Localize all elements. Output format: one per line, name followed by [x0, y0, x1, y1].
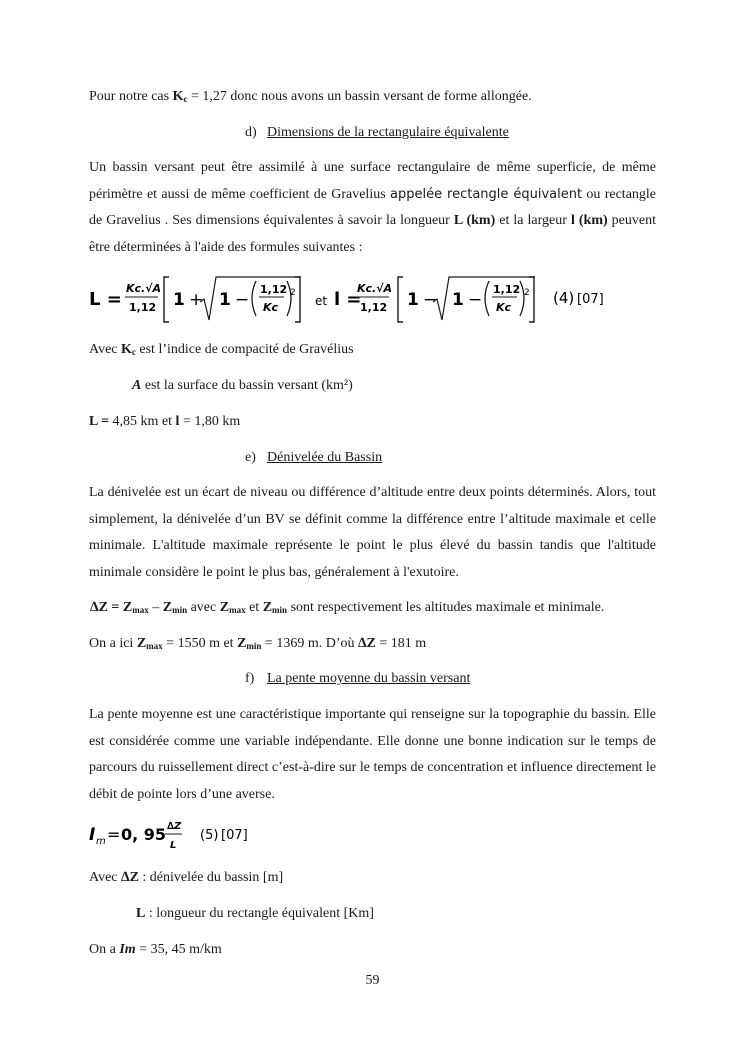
- svg-text:−: −: [423, 290, 438, 310]
- svg-text:m: m: [96, 836, 106, 847]
- dz-definition: Avec ∆Z : dénivelée du bassin [m]: [89, 870, 284, 885]
- dimensions-result: L = 4,85 km et l = 1,80 km: [89, 414, 241, 429]
- formula-L-numerator: Kc.√A: [126, 282, 162, 295]
- kc-definition: Avec $K_c$ est l’indice de compacité de Gravélius: [89, 342, 354, 357]
- section-heading-f: f) La pente moyenne du bassin versant: [245, 671, 471, 686]
- area-definition: A est la surface du bassin versant (km²): [132, 378, 353, 393]
- svg-text:[07]: [07]: [221, 828, 248, 843]
- svg-text:Kc.√A: Kc.√A: [357, 282, 393, 295]
- svg-text:0, 95: 0, 95: [121, 825, 167, 844]
- svg-text:et: et: [315, 294, 328, 308]
- svg-text:2: 2: [290, 288, 296, 298]
- svg-text:1: 1: [452, 290, 464, 310]
- paragraph-pente-moyenne: La pente moyenne est une caractéristique importante qui renseigne sur la topographie du bassin. Elle est considérée comme une variable indépendante. Elle donne une bonne indication sur le temps de parcours du ruissellement direct c’est-à-dire sur le temps de concentration et influence directement le débit de pointe lors d’une averse.: [89, 707, 656, 802]
- page-number: 59: [365, 973, 380, 988]
- equation-number-4: (4): [553, 289, 575, 307]
- formula-rectangle-dimensions: [85, 272, 605, 328]
- formula-L-lhs: L =: [89, 289, 122, 310]
- svg-text:+: +: [189, 290, 204, 310]
- svg-text:1: 1: [407, 290, 419, 310]
- denivelee-values: On a ici $Z_{max} = 1550$ m et $Z_{min} = 1369$ m. D’où ∆Z = 181 m: [89, 636, 427, 651]
- length-definition: L : longueur du rectangle équivalent [Km]: [136, 906, 374, 921]
- svg-text:=: =: [107, 825, 121, 844]
- svg-text:L: L: [170, 840, 177, 851]
- svg-text:1: 1: [219, 290, 231, 310]
- svg-text:1,12: 1,12: [260, 283, 288, 296]
- mean-slope-value: On a Im = 35, 45 m/km: [89, 942, 222, 957]
- svg-text:1,12: 1,12: [493, 283, 521, 296]
- svg-text:∆Z: ∆Z: [167, 821, 182, 832]
- svg-text:Kc: Kc: [496, 301, 512, 314]
- svg-text:−: −: [468, 290, 483, 310]
- section-heading-d: d) Dimensions de la rectangulaire équivalente: [245, 125, 509, 140]
- svg-text:−: −: [235, 290, 250, 310]
- formula-L-denominator: 1,12: [129, 301, 157, 314]
- svg-text:2: 2: [524, 288, 530, 298]
- kc-result-line: Pour notre cas $K_c = 1,27$ donc nous avons un bassin versant de forme allongée.: [89, 89, 532, 104]
- paragraph-rectangle-equivalent: Un bassin versant peut être assimilé à une surface rectangulaire de même superficie, de même périmètre et aussi de même coefficient de Gravelius appelée rectangle équivalent ou rectangle de Gravelius . Ses dimensions équivalentes à savoir la longueur L (km) et la largeur l (km) peuvent être déterminées à l'aide des formules suivantes :: [89, 160, 657, 255]
- svg-text:1: 1: [173, 290, 185, 310]
- section-heading-e: e) Dénivelée du Bassin: [245, 450, 383, 465]
- paragraph-denivelee: La dénivelée est un écart de niveau ou différence d’altitude entre deux points déterminés. Alors, tout simplement, la dénivelée d’un BV se définit comme la différence entre l’altitude maximale et celle minimale. L'altitude maximale représente le point le plus élevé du bassin tandis que l'altitude minimale considère le point le plus bas, généralement à l'exutoire.: [89, 485, 656, 580]
- formula-l-lhs: l =: [334, 289, 362, 310]
- svg-text:1,12: 1,12: [360, 301, 388, 314]
- svg-text:Kc: Kc: [263, 301, 279, 314]
- denivelee-definition: $\Delta Z = Z_{max} - Z_{min}$ avec $Z_{max}$ et $Z_{min}$ sont respectivement les altitudes maximale et minimale.: [90, 600, 605, 615]
- formula-mean-slope: [85, 814, 285, 856]
- reference-07: [07]: [577, 292, 604, 307]
- equation-number-5: (5): [200, 828, 219, 843]
- svg-text:I: I: [89, 825, 96, 845]
